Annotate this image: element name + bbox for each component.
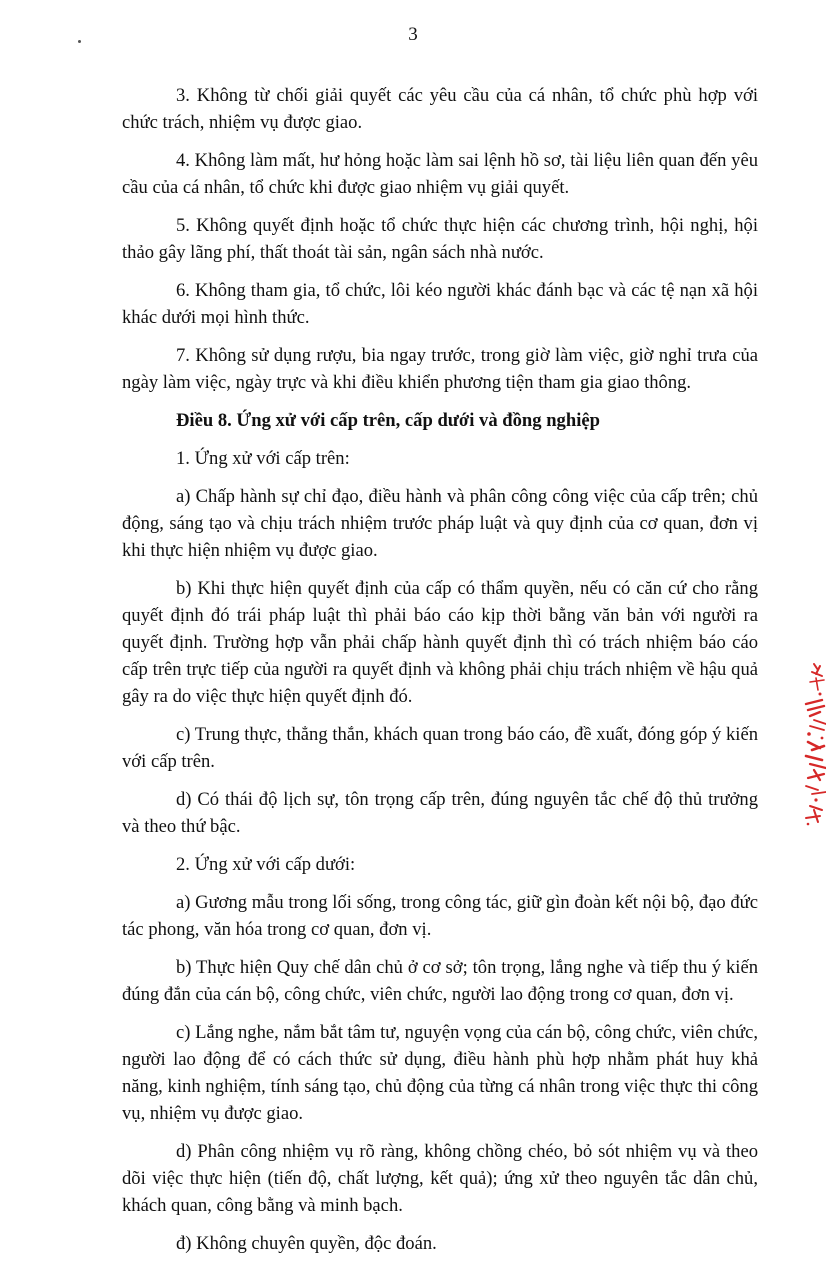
document-body [122,82,758,1268]
clause-paragraph: 3. Không từ chối giải quyết các yêu cầu của cá nhân, tổ chức phù hợp với chức trách, nhiệm vụ được giao. [122,85,758,133]
clause-paragraph: d) Có thái độ lịch sự, tôn trọng cấp trên, đúng nguyên tắc chế độ thủ trưởng và theo thứ bậc. [122,789,758,837]
clause-paragraph: a) Chấp hành sự chỉ đạo, điều hành và phân công công việc của cấp trên; chủ động, sáng tạo và chịu trách nhiệm trước pháp luật và quy định của cơ quan, đơn vị khi thực hiện nhiệm vụ được giao. [122,486,758,561]
page-number: 3 [408,24,418,45]
clause-paragraph: b) Khi thực hiện quyết định của cấp có thẩm quyền, nếu có căn cứ cho rằng quyết định đó trái pháp luật thì phải báo cáo kịp thời bằng văn bản với người ra quyết định. Trường hợp vẫn phải chấp hành quyết định thì có trách nhiệm báo cáo cấp trên trực tiếp của người ra quyết định và không phải chịu trách nhiệm về hậu quả gây ra do việc thực hiện quyết định đó. [122,578,758,707]
clause-paragraph: c) Trung thực, thẳng thắn, khách quan trong báo cáo, đề xuất, đóng góp ý kiến với cấp trên. [122,724,758,772]
clause-paragraph: a) Gương mẫu trong lối sống, trong công tác, giữ gìn đoàn kết nội bộ, đạo đức tác phong, văn hóa trong cơ quan, đơn vị. [122,892,758,940]
red-seal-fragment [800,660,826,830]
clause-paragraph: d) Phân công nhiệm vụ rõ ràng, không chồng chéo, bỏ sót nhiệm vụ và theo dõi việc thực hiện (tiến độ, chất lượng, kết quả); ứng xử theo nguyên tắc dân chủ, khách quan, công bằng và minh bạch. [122,1141,758,1216]
clause-paragraph: 1. Ứng xử với cấp trên: [176,448,350,469]
clause-paragraph: đ) Không chuyên quyền, độc đoán. [176,1233,437,1254]
scan-speck [78,40,81,43]
clause-paragraph: 5. Không quyết định hoặc tổ chức thực hiện các chương trình, hội nghị, hội thảo gây lãng phí, thất thoát tài sản, ngân sách nhà nước. [122,215,758,263]
clause-paragraph: 6. Không tham gia, tổ chức, lôi kéo người khác đánh bạc và các tệ nạn xã hội khác dưới mọi hình thức. [122,280,758,328]
clause-paragraph: b) Thực hiện Quy chế dân chủ ở cơ sở; tôn trọng, lắng nghe và tiếp thu ý kiến đúng đắn của cán bộ, công chức, viên chức, người lao động trong cơ quan, đơn vị. [122,957,758,1005]
clause-paragraph: 4. Không làm mất, hư hỏng hoặc làm sai lệnh hồ sơ, tài liệu liên quan đến yêu cầu của cá nhân, tổ chức khi được giao nhiệm vụ giải quyết. [122,150,758,198]
clause-paragraph: 7. Không sử dụng rượu, bia ngay trước, trong giờ làm việc, giờ nghỉ trưa của ngày làm việc, ngày trực và khi điều khiển phương tiện tham gia giao thông. [122,345,758,393]
clause-paragraph: 2. Ứng xử với cấp dưới: [176,854,356,875]
clause-paragraph: c) Lắng nghe, nắm bắt tâm tư, nguyện vọng của cán bộ, công chức, viên chức, người lao động để có cách thức sử dụng, điều hành phù hợp nhằm phát huy khả năng, kinh nghiệm, tính sáng tạo, chủ động của từng cá nhân trong việc thực thi công vụ, nhiệm vụ được giao. [122,1022,758,1124]
article-heading: Điều 8. Ứng xử với cấp trên, cấp dưới và đồng nghiệp [176,410,600,431]
